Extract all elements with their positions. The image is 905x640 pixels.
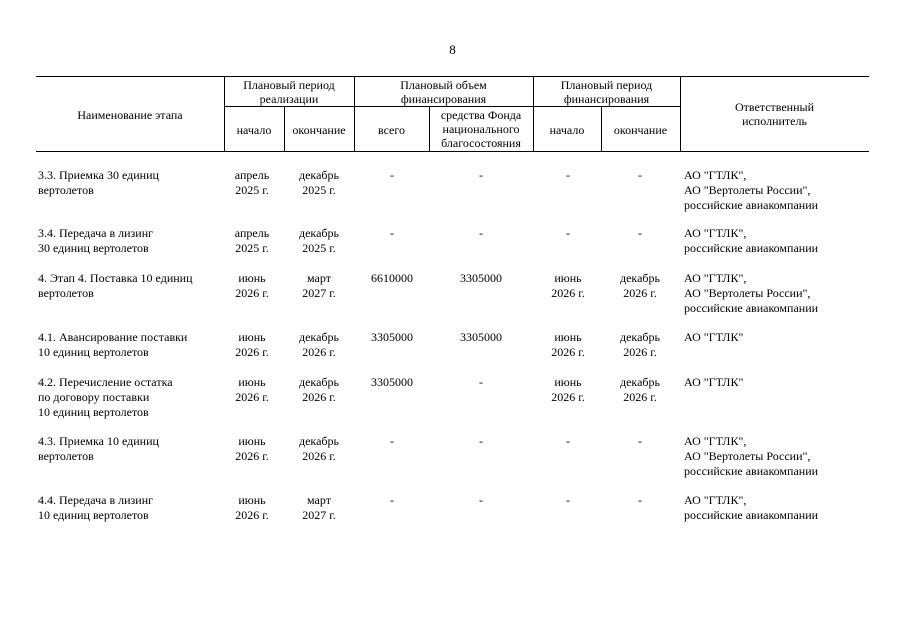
period-start-cell: июнь 2026 г. — [235, 375, 269, 404]
fin-start-cell: - — [566, 168, 570, 182]
responsible-cell: АО "ГТЛК", АО "Вертолеты России", российские авиакомпании — [684, 271, 819, 315]
fin-end-cell: - — [638, 226, 642, 240]
volume-fund-cell: - — [479, 375, 483, 389]
header-volume-fund: средства Фонда национального благосостояния — [440, 108, 522, 150]
volume-fund-cell: - — [479, 226, 483, 240]
volume-total-cell: - — [390, 168, 394, 182]
stage-name-cell: 4.2. Перечисление остатка по договору поставки 10 единиц вертолетов — [38, 375, 173, 419]
table-row — [36, 434, 869, 484]
responsible-cell: АО "ГТЛК", российские авиакомпании — [684, 226, 819, 255]
fin-end-cell: - — [638, 493, 642, 507]
table-row — [36, 168, 869, 218]
header-period-group: Плановый период реализации — [243, 78, 335, 106]
header-period-start: начало — [236, 123, 272, 137]
stage-name-cell: 4.1. Авансирование поставки 10 единиц вертолетов — [38, 330, 188, 359]
stage-name-cell: 3.3. Приемка 30 единиц вертолетов — [38, 168, 159, 197]
period-end-cell: декабрь 2026 г. — [299, 330, 339, 359]
header-bottom-rule — [36, 151, 869, 152]
table-header — [36, 76, 869, 152]
header-stage-name: Наименование этапа — [77, 108, 183, 122]
header-volume-group: Плановый объем финансирования — [400, 78, 487, 106]
stage-name-cell: 3.4. Передача в лизинг 30 единиц вертолетов — [38, 226, 154, 255]
header-top-rule — [36, 76, 869, 77]
period-end-cell: декабрь 2026 г. — [299, 375, 339, 404]
period-end-cell: декабрь 2026 г. — [299, 434, 339, 463]
responsible-cell: АО "ГТЛК", АО "Вертолеты России", российские авиакомпании — [684, 168, 819, 212]
stage-name-cell: 4.4. Передача в лизинг 10 единиц вертолетов — [38, 493, 154, 522]
header-volume-total: всего — [377, 123, 406, 137]
period-end-cell: март 2027 г. — [302, 271, 336, 300]
fin-start-cell: - — [566, 434, 570, 448]
volume-total-cell: - — [390, 434, 394, 448]
table-row — [36, 330, 869, 380]
header-period-end: окончание — [292, 123, 346, 137]
fin-start-cell: июнь 2026 г. — [551, 375, 585, 404]
fin-start-cell: - — [566, 493, 570, 507]
volume-fund-cell: - — [479, 434, 483, 448]
period-start-cell: июнь 2026 г. — [235, 330, 269, 359]
header-mid-rule — [224, 106, 680, 107]
volume-total-cell: - — [390, 493, 394, 507]
responsible-cell: АО "ГТЛК" — [684, 330, 744, 344]
table-row — [36, 271, 869, 321]
fin-end-cell: декабрь 2026 г. — [620, 271, 660, 300]
volume-fund-cell: 3305000 — [460, 330, 502, 344]
period-start-cell: июнь 2026 г. — [235, 434, 269, 463]
table-row — [36, 226, 869, 276]
period-start-cell: апрель 2025 г. — [234, 168, 270, 197]
fin-start-cell: - — [566, 226, 570, 240]
header-fin-start: начало — [549, 123, 585, 137]
volume-fund-cell: 3305000 — [460, 271, 502, 285]
responsible-cell: АО "ГТЛК", АО "Вертолеты России", российские авиакомпании — [684, 434, 819, 478]
period-start-cell: июнь 2026 г. — [235, 493, 269, 522]
table-row — [36, 493, 869, 543]
header-responsible: Ответственный исполнитель — [734, 100, 815, 128]
responsible-cell: АО "ГТЛК" — [684, 375, 744, 389]
stage-name-cell: 4.3. Приемка 10 единиц вертолетов — [38, 434, 159, 463]
fin-end-cell: - — [638, 434, 642, 448]
fin-end-cell: декабрь 2026 г. — [620, 375, 660, 404]
volume-fund-cell: - — [479, 493, 483, 507]
stage-name-cell: 4. Этап 4. Поставка 10 единиц вертолетов — [38, 271, 193, 300]
header-fin-end: окончание — [613, 123, 668, 137]
page-number: 8 — [449, 42, 456, 57]
fin-end-cell: декабрь 2026 г. — [620, 330, 660, 359]
period-end-cell: декабрь 2025 г. — [299, 226, 339, 255]
header-fin-period-group: Плановый период финансирования — [560, 78, 653, 106]
fin-end-cell: - — [638, 168, 642, 182]
period-start-cell: апрель 2025 г. — [234, 226, 270, 255]
volume-total-cell: 6610000 — [371, 271, 413, 285]
volume-total-cell: 3305000 — [371, 330, 413, 344]
fin-start-cell: июнь 2026 г. — [551, 330, 585, 359]
volume-total-cell: - — [390, 226, 394, 240]
table-row — [36, 375, 869, 435]
period-end-cell: декабрь 2025 г. — [299, 168, 339, 197]
period-end-cell: март 2027 г. — [302, 493, 336, 522]
volume-total-cell: 3305000 — [371, 375, 413, 389]
responsible-cell: АО "ГТЛК", российские авиакомпании — [684, 493, 819, 522]
period-start-cell: июнь 2026 г. — [235, 271, 269, 300]
volume-fund-cell: - — [479, 168, 483, 182]
fin-start-cell: июнь 2026 г. — [551, 271, 585, 300]
